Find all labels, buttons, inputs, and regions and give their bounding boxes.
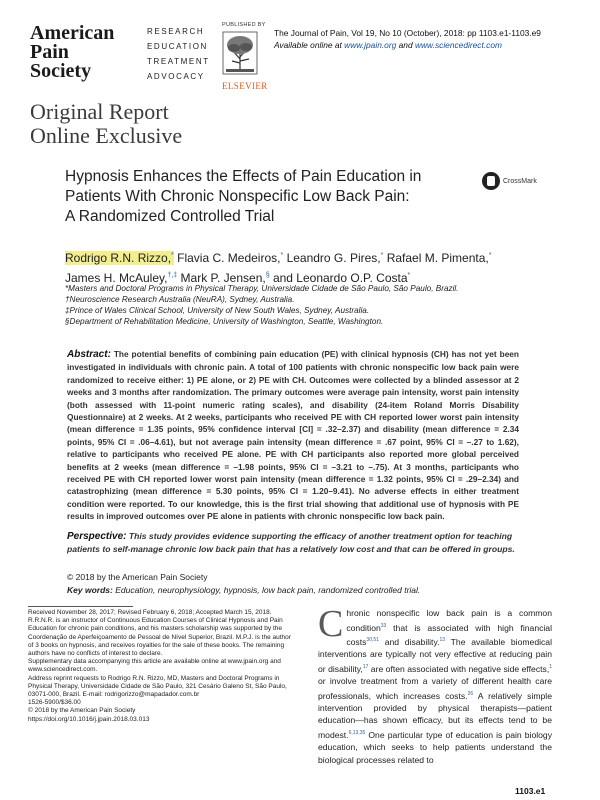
- affiliation: ‡Prince of Wales Clinical School, University of New South Wales, Sydney, Australia.: [65, 306, 370, 315]
- footnotes: [28, 609, 296, 724]
- jpain-link[interactable]: www.jpain.org: [344, 40, 397, 50]
- american-pain-society-logo: [30, 24, 130, 81]
- author: and Leonardo O.P. Costa*: [272, 271, 411, 285]
- tag-item: TREATMENT: [147, 57, 210, 66]
- logo-line: Pain: [30, 41, 69, 63]
- crossmark-icon: [482, 172, 500, 190]
- citation-ref[interactable]: 13: [439, 636, 446, 643]
- abstract-label: Abstract:: [67, 349, 111, 360]
- citation-ref[interactable]: 6,13,35: [348, 729, 366, 736]
- keywords-text: Education, neurophysiology, hypnosis, low back pain, randomized controlled trial.: [115, 585, 421, 595]
- footnote: R.R.N.R. is an instructor of Continuous Education Courses of Clinical Hypnosis and Pain Education for chronic pain conditions, and his masters scholarship was supported by the Coordenação de Aperfeiçoamento de Pessoal de Nível Superior, Brazil. M.P.J. is the author of 3 books on hypnosis, and receives royalties for the sale of these books. The remaining authors have no conflicts of interest to declare.: [28, 617, 291, 658]
- footnote: Received November 28, 2017; Revised February 6, 2018; Accepted March 15, 2018.: [28, 609, 272, 616]
- availability-line: Available online at www.jpain.org and www.sciencedirect.com: [274, 40, 502, 50]
- keywords: [67, 585, 519, 595]
- logo-line: Society: [30, 60, 92, 82]
- journal-citation: The Journal of Pain, Vol 19, No 10 (October), 2018: pp 1103.e1-1103.e9: [274, 28, 541, 38]
- author: James H. McAuley,†,‡: [65, 271, 178, 285]
- crossmark-badge[interactable]: CrossMark: [482, 172, 537, 190]
- publisher-name: ELSEVIER: [222, 81, 268, 91]
- keywords-label: Key words:: [67, 585, 113, 595]
- footnote-divider: [28, 606, 133, 607]
- page-number: 1103.e1: [515, 786, 546, 796]
- author: Flavia C. Medeiros,*: [177, 251, 284, 265]
- article-title: Hypnosis Enhances the Effects of Pain Education in Patients With Chronic Nonspecific Low Back Pain: A Randomized Controlled Trial: [65, 168, 422, 225]
- published-by-label: PUBLISHED BY: [222, 22, 266, 28]
- doi-link[interactable]: https://doi.org/10.1016/j.jpain.2018.03.013: [28, 715, 150, 723]
- author-list: [65, 247, 545, 287]
- citation-ref[interactable]: 26: [467, 690, 474, 697]
- society-tagline: [147, 24, 210, 84]
- abstract: [67, 348, 519, 523]
- author: Mark P. Jensen,§: [180, 271, 270, 285]
- tag-item: RESEARCH: [147, 27, 205, 36]
- affiliations: [65, 283, 545, 327]
- elsevier-logo: [222, 22, 266, 91]
- body-paragraph: Chronic nonspecific low back pain is a common condition$^{33}$ that is associated with high financial costs$^{30,51}$ and disability.$^{13}$ The available biomedical interventions are typically not very effective at reducing pain or disability,$^{17}$ are often associated with negative side effects,$^1$ or involve treatment from a variety of different health care professionals, which increases costs.$^{26}$ A relatively simple intervention provided by physical therapists—patient education—has shown efficacy, but its effects tend to be modest.$^{6,13,35}$ One particular type of education is pain biology education, which seeks to help patients understand the biological processes related to: [318, 603, 552, 765]
- author-highlighted: Rodrigo R.N. Rizzo,*: [65, 251, 174, 265]
- logo-line: American: [30, 22, 115, 44]
- drop-cap: C: [318, 603, 344, 645]
- citation-ref[interactable]: 33: [380, 622, 387, 629]
- copyright-line: © 2018 by the American Pain Society: [67, 572, 208, 582]
- affiliation: *Masters and Doctoral Programs in Physical Therapy, Universidade Cidade de São Paulo, São Paulo, Brazil.: [65, 284, 459, 293]
- journal-info: [274, 27, 541, 51]
- footnote: Address reprint requests to Rodrigo R.N. Rizzo, MD, Masters and Doctoral Programs in Physical Therapy, Universidade Cidade de São Paulo, 321 Cesário Galeno St, São Paulo, 03071-000, Brazil. E-mail: rodrigorizzo@mapadador.com.br: [28, 674, 287, 699]
- perspective: [67, 530, 519, 556]
- perspective-text: This study provides evidence supporting the efficacy of another treatment option for teaching patients to self-manage chronic low back pain that has a relatively low cost and that can be offered in groups.: [67, 531, 515, 555]
- section-type: Original Report Online Exclusive: [30, 99, 183, 148]
- citation-ref[interactable]: 17: [362, 663, 369, 670]
- affiliation: §Department of Rehabilitation Medicine, University of Washington, Seattle, Washington.: [65, 317, 384, 326]
- tag-item: ADVOCACY: [147, 72, 205, 81]
- footnote: 1526-5900/$36.00: [28, 699, 81, 707]
- author: Rafael M. Pimenta,*: [386, 251, 492, 265]
- citation-ref[interactable]: 30,51: [366, 636, 379, 643]
- tag-item: EDUCATION: [147, 42, 208, 51]
- abstract-text: The potential benefits of combining pain education (PE) with clinical hypnosis (CH) has not yet been investigated in individuals with chronic pain. A total of 100 patients with chronic nonspecific low back pain were randomized to receive either: 1) PE alone, or 2) PE with CH. Outcomes were collected by a blinded assessor at 2 weeks and 3 months after randomization. The primary outcomes were average pain intensity, worst pain intensity (both assessed with 11-point numeric rating scales), and disability (24-item Roland Morris Disability Questionnaire) at 2 weeks. At 2 weeks, participants who received PE with CH reported lower worst pain intensity (mean difference = 1.35 points, 95% confidence interval [CI] = .32–2.37) and disability (mean difference = 2.34 points, 95% CI = .06–4.61), but not average pain intensity (mean difference = .67 point, 95% CI = –.27 to 1.62), relative to participants who received PE alone. PE with CH participants also reported more global perceived benefits at 2 weeks (mean difference = –1.98 points, 95% CI = –3.21 to –.75). At 3 months, participants who received PE with CH reported lower worst pain intensity (mean difference = 1.32 points, 95% CI = .29–2.34) and catastrophizing (mean difference = 5.30 points, 95% CI = 1.20–9.41). No adverse effects in either treatment condition were reported. To our knowledge, this is the first trial showing that additional use of hypnosis with PE results in improved outcomes over PE alone in patients with chronic nonspecific low back pain.: [67, 349, 519, 522]
- footnote: Supplementary data accompanying this article are available online at www.jpain.org and www.sciencedirect.com.: [28, 658, 281, 674]
- sciencedirect-link[interactable]: www.sciencedirect.com: [414, 40, 502, 50]
- author: Leandro G. Pires,*: [286, 251, 384, 265]
- affiliation: †Neuroscience Research Australia (NeuRA), Sydney, Australia.: [65, 295, 295, 304]
- footnote: © 2018 by the American Pain Society: [28, 707, 136, 715]
- elsevier-tree-icon: [222, 31, 258, 75]
- perspective-label: Perspective:: [67, 531, 127, 542]
- author-line-1: [65, 247, 545, 267]
- citation-ref[interactable]: 1: [549, 663, 552, 670]
